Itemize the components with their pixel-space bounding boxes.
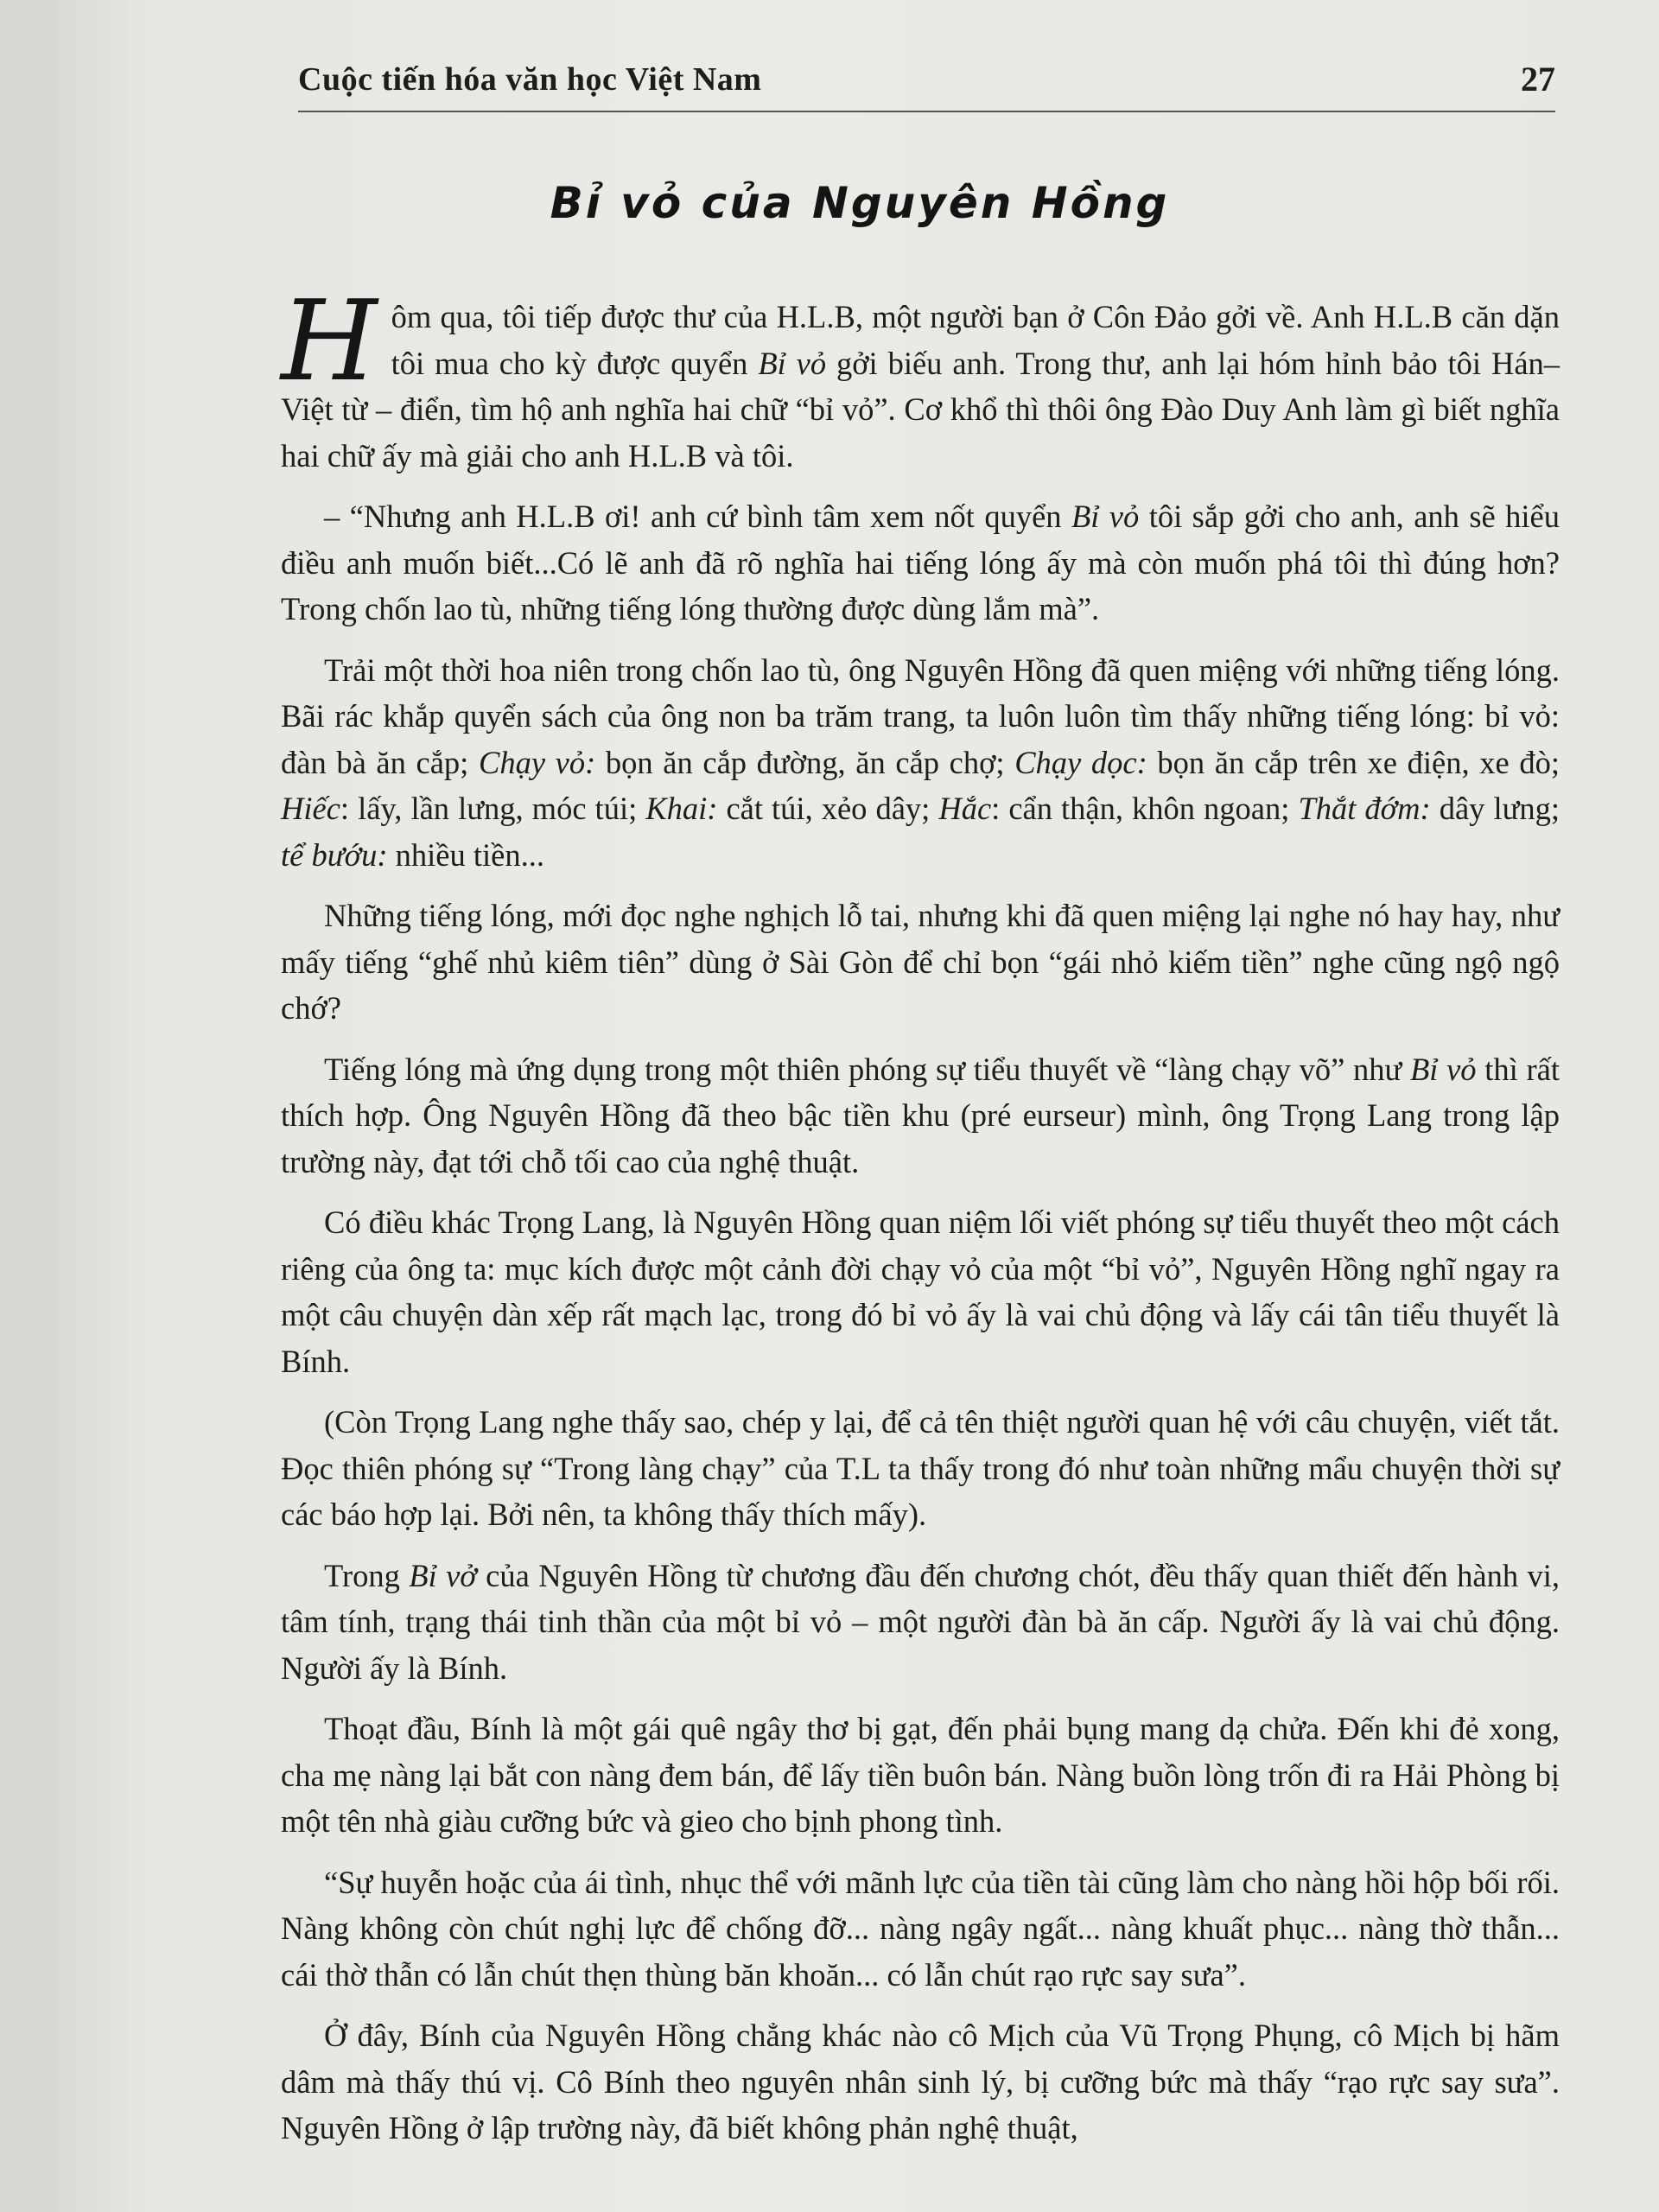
text-run: Tiếng lóng mà ứng dụng trong một thiên phóng sự tiểu thuyết về “làng chạy võ” như <box>324 1051 1410 1087</box>
running-title: Cuộc tiến hóa văn học Việt Nam <box>298 61 762 98</box>
text-run: bọn ăn cắp đường, ăn cắp chợ; <box>595 744 1015 780</box>
text-run: tôi sắp gởi cho anh, anh sẽ hiểu điều anh muốn biết...Có lẽ anh đã rõ nghĩa hai tiếng lóng ấy mà còn muốn phá tôi thì đúng hơn? Trong chốn lao tù, những tiếng lóng thường được dùng lắm mà”. <box>281 499 1560 626</box>
book-title: Bỉ vỏ <box>1409 1051 1477 1087</box>
slang-term: Hiếc <box>281 791 340 826</box>
paragraph-11: Ở đây, Bính của Nguyên Hồng chẳng khác nào cô Mịch của Vũ Trọng Phụng, cô Mịch bị hãm dâm mà thấy thú vị. Cô Bính theo nguyên nhân sinh lý, bị cưỡng bức mà thấy “rạo rực say sưa”. Nguyên Hồng ở lập trường này, đã biết không phản nghệ thuật, <box>281 2018 1560 2145</box>
text-run: bọn ăn cắp trên xe điện, xe đò; <box>1147 744 1560 780</box>
paragraph-1 <box>281 277 1560 479</box>
book-title: Bỉ vỏ <box>758 345 827 381</box>
book-title: Bỉ vỏ <box>1071 499 1140 534</box>
slang-term: Khai: <box>645 791 718 826</box>
paragraph-5 <box>281 1046 1560 1185</box>
paragraph-4: Những tiếng lóng, mới đọc nghe nghịch lỗ tai, nhưng khi đã quen miệng lại nghe nó hay hay, như mấy tiếng “ghế nhủ kiêm tiên” dùng ở Sài Gòn để chỉ bọn “gái nhỏ kiếm tiền” nghe cũng ngộ ngộ chớ? <box>281 898 1560 1026</box>
text-run: Trong <box>324 1557 410 1593</box>
chapter-title: Bỉ vỏ của Nguyên Hồng <box>550 178 1170 228</box>
article-body <box>281 277 1560 2166</box>
text-run: nhiều tiền... <box>387 836 544 873</box>
text-run: : lấy, lần lưng, móc túi; <box>340 791 646 826</box>
book-title: Bỉ vở <box>409 1557 477 1593</box>
paragraph-3 <box>281 647 1560 879</box>
text-run: của Nguyên Hồng từ chương đầu đến chương chót, đều thấy quan thiết đến hành vi, tâm tính, trạng thái tinh thần của một bỉ vỏ – một người đàn bà ăn cấp. Người ấy là vai chủ động. Người ấy là Bính. <box>281 1557 1560 1686</box>
text-run: gởi biếu anh. Trong thư, anh lại hóm hỉnh bảo tôi Hán–Việt từ – điển, tìm hộ anh nghĩa hai chữ “bỉ vỏ”. Cơ khổ thì thôi ông Đào Duy Anh làm gì biết nghĩa hai chữ ấy mà giải cho anh H.L.B và tôi. <box>281 345 1560 474</box>
paragraph-10: “Sự huyễn hoặc của ái tình, nhục thể với mãnh lực của tiền tài cũng làm cho nàng hồi hộp bối rối. Nàng không còn chút nghị lực để chống đỡ... nàng ngây ngất... nàng khuất phục... nàng thờ thẫn... cái thờ thẫn có lẫn chút thẹn thùng băn khoăn... có lẫn chút rạo rực say sưa”. <box>281 1864 1560 1993</box>
book-page <box>60 0 1659 2212</box>
text-run: cắt túi, xẻo dây; <box>717 791 939 826</box>
text-run: Trải một thời hoa niên trong chốn lao tù, ông Nguyên Hồng đã quen miệng với những tiếng lóng. Bãi rác khắp quyển sách của ông non ba trăm trang, ta luôn luôn tìm thấy những tiếng lóng: bỉ vỏ: đàn bà ăn cắp; <box>281 652 1560 780</box>
slang-term: Hắc <box>938 791 992 826</box>
text-run: – “Nhưng anh H.L.B ơi! anh cứ bình tâm xem nốt quyển <box>324 499 1071 534</box>
drop-cap: H <box>281 277 378 406</box>
text-run: thì rất thích hợp. Ông Nguyên Hồng đã theo bậc tiền khu (pré eurseur) mình, ông Trọng Lang trong lập trường này, đạt tới chỗ tối cao của nghệ thuật. <box>281 1051 1560 1179</box>
slang-term: Chạy dọc: <box>1014 744 1147 780</box>
slang-term: Thắt đớm: <box>1298 791 1431 826</box>
paragraph-6: Có điều khác Trọng Lang, là Nguyên Hồng quan niệm lối viết phóng sự tiểu thuyết theo một cách riêng của ông ta: mục kích được một cảnh đời chạy vỏ của một “bỉ vỏ”, Nguyên Hồng nghĩ ngay ra một câu chuyện dàn xếp rất mạch lạc, trong đó bỉ vỏ ấy là vai chủ động và lấy cái tân tiểu thuyết là Bính. <box>281 1205 1560 1379</box>
slang-term: Chạy vỏ: <box>478 744 596 780</box>
paragraph-9: Thoạt đầu, Bính là một gái quê ngây thơ bị gạt, đến phải bụng mang dạ chửa. Đến khi đẻ xong, cha mẹ nàng lại bắt con nàng đem bán, để lấy tiền buôn bán. Nàng buồn lòng trốn đi ra Hải Phòng bị một tên nhà giàu cưỡng bức và gieo cho bịnh phong tình. <box>281 1711 1560 1839</box>
text-run: ôm qua, tôi tiếp được thư của H.L.B, một người bạn ở Côn Đảo gởi về. Anh H.L.B căn dặn tôi mua cho kỳ được quyển <box>391 299 1560 381</box>
text-run: : cẩn thận, khôn ngoan; <box>991 791 1299 826</box>
paragraph-2 <box>281 493 1560 632</box>
page-header <box>298 59 1555 112</box>
text-run: dây lưng; <box>1430 791 1560 826</box>
page-number: 27 <box>1521 60 1555 99</box>
slang-term: tể bướu: <box>281 836 388 873</box>
paragraph-7: (Còn Trọng Lang nghe thấy sao, chép y lại, để cả tên thiệt người quan hệ với câu chuyện, viết tắt. Đọc thiên phóng sự “Trong làng chạy” của T.L ta thấy trong đó như toàn những mẩu chuyện thời sự các báo hợp lại. Bởi nên, ta không thấy thích mấy). <box>281 1404 1560 1532</box>
paragraph-8 <box>281 1553 1560 1692</box>
